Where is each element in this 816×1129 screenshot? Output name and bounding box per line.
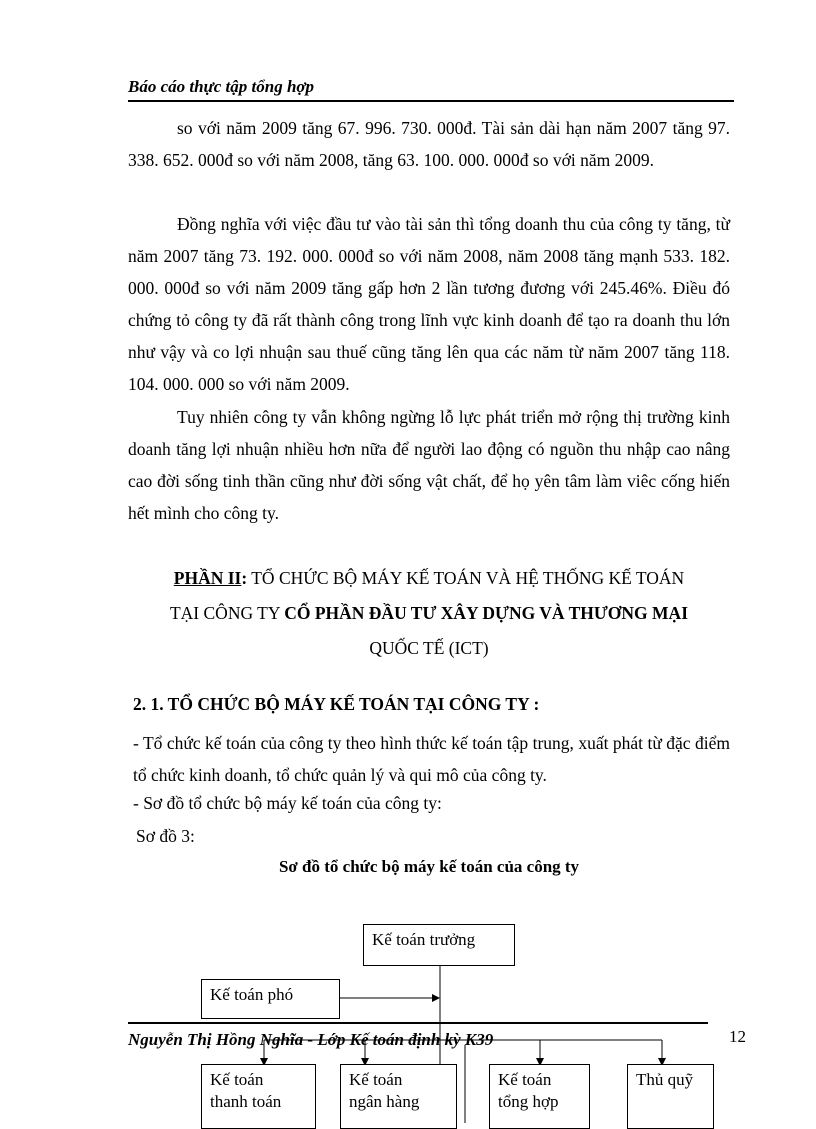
box-bank-accountant [340,1064,457,1129]
box-chief-accountant: Kế toán trưởng [363,924,515,966]
section-lead: PHẦN II [173,568,242,588]
box-bank-line1: Kế toán [349,1070,403,1089]
footer-author: Nguyễn Thị Hồng Nghĩa - Lớp Kế toán định kỳ K39 [128,1030,494,1049]
section-line1: TỔ CHỨC BỘ MÁY KẾ TOÁN VÀ HỆ THỐNG KẾ TOÁN [247,568,685,588]
paragraph-outlook: Tuy nhiên công ty vẫn không ngừng lỗ lực phát triển mở rộng thị trường kinh doanh tăng lợi nhuận nhiều hơn nữa để người lao động có nguồn thu nhập cao nâng cao đời sống tinh thần cũng như đời sống vật chất, để họ yên tâm làm viêc cống hiến hết mình cho công ty. [128,407,730,523]
box-general-line2: tổng hợp [498,1092,559,1111]
page-header-title: Báo cáo thực tập tổng hợp [128,76,734,102]
box-deputy-accountant: Kế toán phó [201,979,340,1019]
box-bank-line2: ngân hàng [349,1092,420,1111]
box-general-accountant [489,1064,590,1129]
section-line2b: CỔ PHẦN ĐẦU TƯ XÂY DỰNG VÀ THƯƠNG MẠI [284,603,689,623]
section-line2a: TẠI CÔNG TY [169,603,285,623]
box-payment-accountant [201,1064,316,1129]
subsection-heading: 2. 1. TỔ CHỨC BỘ MÁY KẾ TOÁN TẠI CÔNG TY : [133,694,540,714]
section-colon: : [241,568,248,588]
box-treasurer: Thủ quỹ [627,1064,714,1129]
section-line3: QUỐC TẾ (ICT) [369,638,489,658]
diagram-title: Sơ đồ tổ chức bộ máy kế toán của công ty [278,857,580,876]
bullet-diagram-intro: - Sơ đồ tổ chức bộ máy kế toán của công ty: [133,793,442,813]
paragraph-revenue: Đồng nghĩa với việc đầu tư vào tài sản thì tổng doanh thu của công ty tăng, từ năm 2007 tăng 73. 192. 000. 000đ so với năm 2008, năm 2008 tăng mạnh 533. 182. 000. 000đ so với năm 2009 tăng gấp hơn 2 lần tương đương với 245.46%. Điều đó chứng tỏ công ty đã rất thành công trong lĩnh vực kinh doanh để tạo ra doanh thu lớn như vậy và co lợi nhuận sau thuế cũng tăng lên qua các năm từ năm 2007 tăng 118. 104. 000. 000 so với năm 2009. [128,214,730,394]
box-payment-line2: thanh toán [210,1092,282,1111]
box-general-line1: Kế toán [498,1070,552,1089]
page-number: 12 [729,1027,746,1046]
box-payment-line1: Kế toán [210,1070,264,1089]
footer-rule [128,1022,708,1024]
bullet-organization: - Tổ chức kế toán của công ty theo hình thức kế toán tập trung, xuất phát từ đặc điểm tổ chức kinh doanh, tổ chức quản lý và qui mô của công ty. [133,733,730,785]
diagram-label: Sơ đồ 3: [136,826,195,846]
paragraph-assets: so với năm 2009 tăng 67. 996. 730. 000đ. Tài sản dài hạn năm 2007 tăng 97. 338. 652. 000đ so với năm 2008, tăng 63. 100. 000. 000đ so với năm 2009. [128,118,730,170]
